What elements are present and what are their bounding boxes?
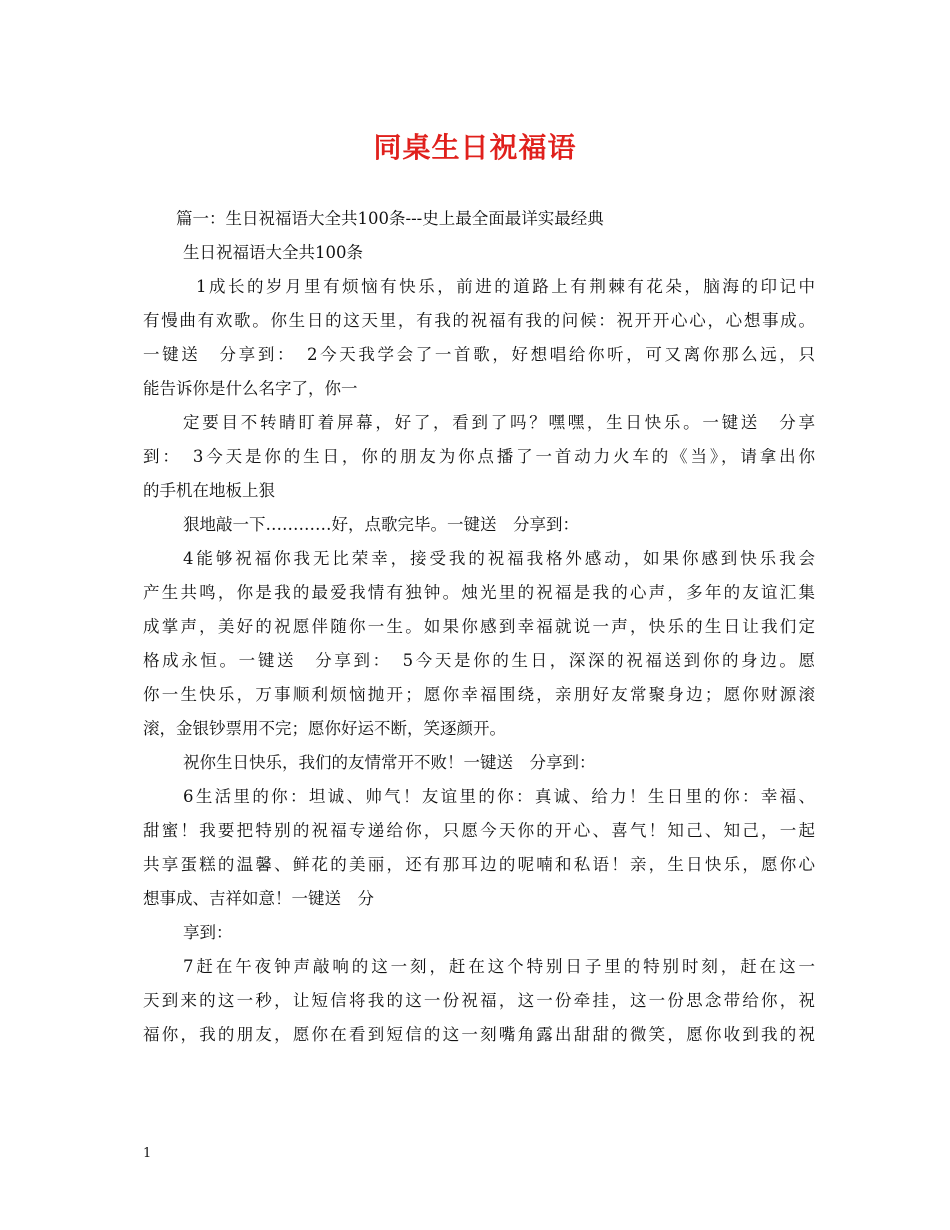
body-text-line: 定要目不转睛盯着屏幕，好了，看到了吗？嘿嘿，生日快乐。一键送 分享 — [183, 413, 815, 432]
document-body — [143, 202, 815, 1052]
body-text-line: 篇一：生日祝福语大全共100条---史上最全面最详实最经典 — [176, 209, 604, 228]
body-text-line: 1成长的岁月里有烦恼有快乐，前进的道路上有荆棘有花朵，脑海的印记中 — [196, 277, 815, 296]
body-text-line: 6生活里的你：坦诚、帅气！友谊里的你：真诚、给力！生日里的你：幸福、 — [183, 787, 815, 806]
body-text-line: 福你，我的朋友，愿你在看到短信的这一刻嘴角露出甜甜的微笑，愿你收到我的祝 — [143, 1025, 815, 1044]
body-text-line: 滚，金银钞票用不完；愿你好运不断，笑逐颜开。 — [143, 719, 506, 738]
body-text-line: 能告诉你是什么名字了，你一 — [143, 379, 358, 398]
body-text-line: 祝你生日快乐，我们的友情常开不败！一键送 分享到： — [183, 753, 596, 772]
body-text-line: 到： 3今天是你的生日，你的朋友为你点播了一首动力火车的《当》，请拿出你 — [143, 447, 815, 466]
body-text-line: 天到来的这一秒，让短信将我的这一份祝福，这一份牵挂，这一份思念带给你，祝 — [143, 991, 815, 1010]
body-text-line: 成掌声，美好的祝愿伴随你一生。如果你感到幸福就说一声，快乐的生日让我们定 — [143, 617, 815, 636]
body-text-line: 的手机在地板上狠 — [143, 481, 275, 500]
body-text-line: 4能够祝福你我无比荣幸，接受我的祝福我格外感动，如果你感到快乐我会 — [183, 549, 815, 568]
body-text-line: 7赶在午夜钟声敲响的这一刻，赶在这个特别日子里的特别时刻，赶在这一 — [183, 957, 815, 976]
body-text-line: 狠地敲一下…………好，点歌完毕。一键送 分享到： — [183, 515, 579, 534]
body-text-line: 想事成、吉祥如意！一键送 分 — [143, 889, 374, 908]
body-text-line: 享到： — [183, 923, 233, 942]
body-text-line: 共享蛋糕的温馨、鲜花的美丽，还有那耳边的呢喃和私语！亲，生日快乐，愿你心 — [143, 855, 815, 874]
body-text-line: 有慢曲有欢歌。你生日的这天里，有我的祝福有我的问候：祝开开心心，心想事成。 — [143, 311, 815, 330]
body-text-line: 甜蜜！我要把特别的祝福专递给你，只愿今天你的开心、喜气！知己、知己，一起 — [143, 821, 815, 840]
body-text-line: 产生共鸣，你是我的最爱我情有独钟。烛光里的祝福是我的心声，多年的友谊汇集 — [143, 583, 815, 602]
body-text-line: 生日祝福语大全共100条 — [183, 243, 363, 262]
page-number: 1 — [143, 1146, 152, 1161]
body-text-line: 一键送 分享到： 2今天我学会了一首歌，好想唱给你听，可又离你那么远，只 — [143, 345, 815, 364]
body-text-line: 你一生快乐，万事顺利烦恼抛开；愿你幸福围绕，亲朋好友常聚身边；愿你财源滚 — [143, 685, 815, 704]
body-text-line: 格成永恒。一键送 分享到： 5今天是你的生日，深深的祝福送到你的身边。愿 — [143, 651, 815, 670]
document-title: 同桌生日祝福语 — [373, 131, 577, 164]
